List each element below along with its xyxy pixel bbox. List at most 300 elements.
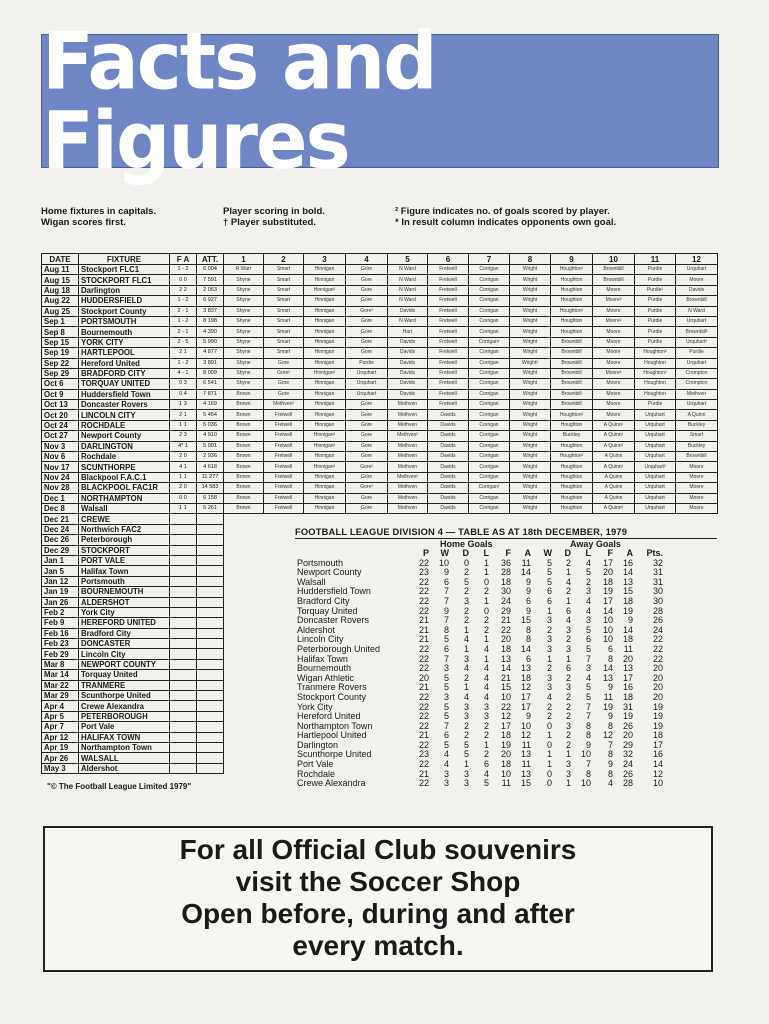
league-stat: 26 <box>622 768 633 779</box>
player-cell: Wright <box>510 316 551 326</box>
player-cell: Davids <box>428 441 469 451</box>
note-line: ² Figure indicates no. of goals scored by player. <box>395 206 610 217</box>
league-stat: 3 <box>483 711 489 722</box>
league-stat: 8 <box>607 768 613 779</box>
player-cell <box>224 680 264 690</box>
league-stat: 3 <box>546 615 552 626</box>
fixture-score: 2 0 <box>170 452 197 462</box>
league-stat: 10 <box>602 624 613 635</box>
player-cell: Methven <box>388 400 428 410</box>
fixture-date: Sep 29 <box>42 368 79 378</box>
fixture-attendance <box>197 649 224 659</box>
player-cell: Gore <box>346 472 388 482</box>
table-row <box>42 452 718 462</box>
column-header: ATT. <box>197 254 224 265</box>
player-cell: Wright <box>510 265 551 275</box>
league-stat: 6 <box>525 653 531 664</box>
player-cell: Brown <box>224 452 264 462</box>
player-cell: Moore <box>676 493 718 503</box>
team-name: Stockport County <box>297 691 367 702</box>
player-cell: Corrigan² <box>469 337 510 347</box>
player-cell: Shyne <box>224 275 264 285</box>
player-cell <box>224 555 264 565</box>
player-cell: Urquhart <box>635 483 676 493</box>
player-cell: Houghton <box>551 462 593 472</box>
league-stat: 31 <box>622 701 633 712</box>
fixture-opponent: BOURNEMOUTH <box>79 587 170 597</box>
league-stat: 22 <box>418 605 429 616</box>
league-stat: 22 <box>418 663 429 674</box>
player-cell: Fretwell <box>264 410 304 420</box>
league-stat: 13 <box>500 653 511 664</box>
player-cell: Moore <box>676 472 718 482</box>
league-stat: 5 <box>443 711 449 722</box>
league-stat: 3 <box>443 691 449 702</box>
fixture-opponent: Bournemouth <box>79 327 170 337</box>
note-line: † Player substituted. <box>223 217 316 228</box>
league-stat: 7 <box>585 653 591 664</box>
fixture-opponent: Stockport County <box>79 306 170 316</box>
league-stat: 22 <box>500 624 511 635</box>
fixture-opponent: NORTHAMPTON <box>79 493 170 503</box>
league-stat: 18 <box>622 595 633 606</box>
player-cell: Houghton <box>551 316 593 326</box>
fixture-opponent: STOCKPORT <box>79 545 170 555</box>
league-stat: 16 <box>622 557 633 568</box>
player-cell: Fretwell <box>428 358 469 368</box>
fixture-attendance: 6 541 <box>197 379 224 389</box>
note-line: Player scoring in bold. <box>223 206 325 217</box>
player-cell: Corrigan <box>469 462 510 472</box>
league-stat: 1 <box>483 634 489 645</box>
league-stat: 5 <box>443 634 449 645</box>
player-cell <box>224 722 264 732</box>
fixture-opponent: Northwich FAC2 <box>79 524 170 534</box>
league-stat: 9 <box>525 576 531 587</box>
player-cell: Gore <box>346 316 388 326</box>
league-stat: 22 <box>418 720 429 731</box>
league-stat: 1 <box>546 749 552 760</box>
league-column-header: F <box>607 548 613 558</box>
player-cell: Hinnigan <box>304 265 346 275</box>
fixture-attendance <box>197 680 224 690</box>
league-stat: 2 <box>585 576 591 587</box>
player-cell: Davids <box>428 503 469 513</box>
player-cell: Purdie <box>635 337 676 347</box>
fixture-score: 4* 1 <box>170 441 197 451</box>
fixture-opponent: ALDERSHOT <box>79 597 170 607</box>
league-stat: 1 <box>463 682 469 693</box>
player-cell: Urquhart <box>635 441 676 451</box>
league-stat: 7 <box>443 720 449 731</box>
league-stat: 16 <box>652 749 663 760</box>
player-cell: Fretwell <box>264 493 304 503</box>
soccer-shop-advert <box>43 826 713 972</box>
player-cell: Moore <box>593 358 635 368</box>
player-cell <box>224 628 264 638</box>
player-cell: Urquhart <box>676 358 718 368</box>
fixture-attendance: 8 009 <box>197 368 224 378</box>
home-goals-label: Home Goals <box>440 539 493 549</box>
league-stat: 4 <box>443 749 449 760</box>
fixture-score <box>170 587 197 597</box>
fixture-score: 2 1 <box>170 348 197 358</box>
fixture-score: 2 0 <box>170 483 197 493</box>
player-cell: Hinnigan <box>304 348 346 358</box>
player-cell: Urquhart <box>635 493 676 503</box>
player-cell: Buckley <box>676 420 718 430</box>
fixture-attendance <box>197 659 224 669</box>
page-title: Facts and Figures <box>42 13 436 188</box>
player-cell: Fretwell <box>264 420 304 430</box>
player-cell: Purdie <box>635 316 676 326</box>
player-cell <box>635 514 676 524</box>
player-cell: Wright <box>510 296 551 306</box>
table-row <box>42 389 718 399</box>
fixture-date: Oct 27 <box>42 431 79 441</box>
fixture-opponent: Halifax Town <box>79 566 170 576</box>
fixture-attendance: 5 036 <box>197 420 224 430</box>
league-stat: 6 <box>443 643 449 654</box>
note-line: Wigan scores first. <box>41 217 126 228</box>
league-stat: 20 <box>622 730 633 741</box>
fixture-opponent: York City <box>79 607 170 617</box>
player-cell <box>428 514 469 524</box>
player-cell: Wright <box>510 306 551 316</box>
player-cell: Corrigan <box>469 410 510 420</box>
league-stat: 5 <box>546 576 552 587</box>
team-name: Hereford United <box>297 711 361 722</box>
column-header: DATE <box>42 254 79 265</box>
fixture-attendance <box>197 524 224 534</box>
player-cell: Gore <box>346 400 388 410</box>
league-stat: 15 <box>622 586 633 597</box>
league-stat: 14 <box>520 567 531 578</box>
league-stat: 14 <box>500 663 511 674</box>
league-stat: 31 <box>652 576 663 587</box>
league-stat: 3 <box>565 682 571 693</box>
league-stat: 5 <box>546 557 552 568</box>
fixture-score: 0 0 <box>170 275 197 285</box>
fixture-score <box>170 670 197 680</box>
league-stat: 4 <box>483 682 489 693</box>
player-cell: Corrigan <box>469 327 510 337</box>
fixture-date: Feb 2 <box>42 607 79 617</box>
player-cell: Davids <box>676 285 718 295</box>
league-column-header: F <box>505 548 511 558</box>
league-stat: 3 <box>565 720 571 731</box>
fixture-date: Aug 15 <box>42 275 79 285</box>
player-cell: Davids <box>428 472 469 482</box>
player-cell <box>224 607 264 617</box>
league-stat: 20 <box>500 749 511 760</box>
player-cell: Wright <box>510 400 551 410</box>
player-cell: Hinnigan <box>304 337 346 347</box>
player-cell: Gore² <box>346 462 388 472</box>
player-cell: Smart <box>264 265 304 275</box>
fixture-attendance: 14 583 <box>197 483 224 493</box>
team-name: Rochdale <box>297 768 336 779</box>
league-stat: 22 <box>652 653 663 664</box>
player-cell: Smart <box>264 306 304 316</box>
player-cell: Hinnigan <box>304 420 346 430</box>
player-cell: Davids <box>388 389 428 399</box>
fixture-score <box>170 691 197 701</box>
team-name: Tranmere Rovers <box>297 682 367 693</box>
league-stat: 2 <box>546 663 552 674</box>
fixture-opponent: HARTLEPOOL <box>79 348 170 358</box>
fixture-attendance <box>197 711 224 721</box>
player-cell: Hinnigan <box>304 452 346 462</box>
player-cell: Brown <box>224 462 264 472</box>
league-stat: 9 <box>443 567 449 578</box>
player-cell: Wright <box>510 275 551 285</box>
league-stat: 2 <box>463 586 469 597</box>
notes-middle <box>223 206 325 228</box>
league-stat: 29 <box>622 739 633 750</box>
column-header: FIXTURE <box>79 254 170 265</box>
league-stat: 10 <box>602 634 613 645</box>
player-cell: Hinnigan <box>304 483 346 493</box>
league-stat: 17 <box>622 672 633 683</box>
league-stat: 2 <box>546 624 552 635</box>
player-cell: Houghton <box>551 441 593 451</box>
fixture-score <box>170 649 197 659</box>
player-cell: Hinnigan <box>304 296 346 306</box>
player-cell: A Quinn² <box>593 420 635 430</box>
fixture-score: 1 1 <box>170 420 197 430</box>
player-cell: Urquhart <box>635 420 676 430</box>
player-cell: Wright <box>510 483 551 493</box>
player-cell: Shyne <box>224 296 264 306</box>
table-row <box>42 441 718 451</box>
player-cell: Corrigan <box>469 316 510 326</box>
league-stat: 0 <box>483 605 489 616</box>
fixture-date: Jan 12 <box>42 576 79 586</box>
fixture-attendance: 7 591 <box>197 275 224 285</box>
player-cell: A Quinn² <box>593 431 635 441</box>
fixture-attendance <box>197 691 224 701</box>
column-header: F A <box>170 254 197 265</box>
player-cell: A Quinn² <box>593 503 635 513</box>
player-cell: N Ward <box>676 306 718 316</box>
fixture-opponent: Bradford City <box>79 628 170 638</box>
player-cell: Houghton² <box>551 452 593 462</box>
notes-right <box>395 206 616 228</box>
league-stat: 21 <box>418 682 429 693</box>
league-stat: 6 <box>525 595 531 606</box>
league-stat: 8 <box>585 720 591 731</box>
league-stat: 24 <box>622 759 633 770</box>
player-cell: Brownbill <box>551 358 593 368</box>
league-stat: 1 <box>463 643 469 654</box>
player-cell: Smart <box>264 275 304 285</box>
league-stat: 9 <box>627 615 633 626</box>
league-stat: 28 <box>500 567 511 578</box>
player-cell: Shyne <box>224 316 264 326</box>
fixture-opponent: ROCHDALE <box>79 420 170 430</box>
player-cell: Houghton <box>551 493 593 503</box>
league-stat: 18 <box>652 730 663 741</box>
fixture-date: Sep 1 <box>42 316 79 326</box>
player-cell: Fretwell <box>264 483 304 493</box>
player-cell: Moore <box>676 462 718 472</box>
player-cell: Gore <box>346 296 388 306</box>
table-header-row <box>42 254 718 265</box>
fixture-score <box>170 545 197 555</box>
fixture-date: Mar 22 <box>42 680 79 690</box>
league-stat: 2 <box>463 730 469 741</box>
player-cell: Brown <box>224 493 264 503</box>
fixture-date: Jan 19 <box>42 587 79 597</box>
fixture-attendance: 6 927 <box>197 296 224 306</box>
player-cell: Crompton <box>676 379 718 389</box>
league-stat: 1 <box>565 653 571 664</box>
league-stat: 22 <box>418 576 429 587</box>
player-cell <box>593 514 635 524</box>
league-stat: 23 <box>418 567 429 578</box>
player-cell: Purdie² <box>635 285 676 295</box>
player-cell <box>224 524 264 534</box>
player-cell: Urquhart <box>346 379 388 389</box>
column-header: 2 <box>264 254 304 265</box>
league-stat: 4 <box>463 691 469 702</box>
fixture-attendance <box>197 742 224 752</box>
fixture-opponent: Rochdale <box>79 452 170 462</box>
fixture-score <box>170 607 197 617</box>
league-stat: 20 <box>652 691 663 702</box>
league-stat: 2 <box>483 586 489 597</box>
player-cell: Methven² <box>388 472 428 482</box>
player-cell: Fretwell <box>428 265 469 275</box>
fixture-date: Sep 22 <box>42 358 79 368</box>
notes-left <box>41 206 156 228</box>
player-cell: Wright <box>510 441 551 451</box>
league-stat: 2 <box>565 730 571 741</box>
fixture-score <box>170 597 197 607</box>
league-stat: 22 <box>418 711 429 722</box>
league-stat: 4 <box>463 634 469 645</box>
fixture-score: 1 - 2 <box>170 316 197 326</box>
player-cell: Urquhart <box>676 265 718 275</box>
league-stat: 10 <box>438 557 449 568</box>
fixture-opponent: DONCASTER <box>79 639 170 649</box>
league-stat: 7 <box>443 586 449 597</box>
league-stat: 11 <box>521 759 531 770</box>
fixture-opponent: WALSALL <box>79 753 170 763</box>
fixture-date: Mar 8 <box>42 659 79 669</box>
player-cell: Moore <box>593 327 635 337</box>
player-cell: Houghton <box>551 420 593 430</box>
player-cell: Houghton² <box>551 410 593 420</box>
column-header: 8 <box>510 254 551 265</box>
player-cell: Brownbill <box>551 400 593 410</box>
league-stat: 3 <box>463 711 469 722</box>
fixture-attendance: 2 063 <box>197 285 224 295</box>
fixture-score: 2 3 <box>170 431 197 441</box>
league-stat: 2 <box>565 634 571 645</box>
league-column-header: A <box>626 548 633 558</box>
player-cell: Hinnigan² <box>304 431 346 441</box>
league-stat: 13 <box>520 663 531 674</box>
league-stat: 1 <box>565 749 571 760</box>
copyright-note: "© The Football League Limited 1979" <box>47 782 192 791</box>
player-cell: Brown <box>224 400 264 410</box>
fixture-date: Feb 29 <box>42 649 79 659</box>
fixture-date: Apr 12 <box>42 732 79 742</box>
player-cell <box>224 514 264 524</box>
league-stat: 6 <box>483 759 489 770</box>
league-stat: 1 <box>546 605 552 616</box>
table-row <box>42 503 718 513</box>
player-cell: Fretwell <box>428 368 469 378</box>
league-stat: 8 <box>525 624 531 635</box>
league-stat: 30 <box>652 586 663 597</box>
player-cell: Brownbill <box>551 337 593 347</box>
fixture-attendance <box>197 535 224 545</box>
table-row <box>42 327 718 337</box>
league-stat: 3 <box>463 701 469 712</box>
fixture-attendance: 4 618 <box>197 462 224 472</box>
player-cell: Hinnigan <box>304 410 346 420</box>
league-stat: 22 <box>652 634 663 645</box>
league-stat: 24 <box>652 624 663 635</box>
player-cell: Wright <box>510 472 551 482</box>
league-stat: 17 <box>520 691 531 702</box>
league-stat: 3 <box>565 624 571 635</box>
league-stat: 2 <box>565 586 571 597</box>
player-cell: Davids <box>428 462 469 472</box>
player-cell: Urquhart <box>346 389 388 399</box>
player-cell: N Ward <box>388 275 428 285</box>
table-row <box>42 358 718 368</box>
fixture-score <box>170 514 197 524</box>
player-cell: Corrigan <box>469 503 510 513</box>
fixture-attendance: 5 261 <box>197 503 224 513</box>
league-stat: 20 <box>652 672 663 683</box>
player-cell: Corrigan <box>469 275 510 285</box>
league-stat: 1 <box>565 567 571 578</box>
player-cell: Urquhart² <box>635 462 676 472</box>
league-stat: 16 <box>622 682 633 693</box>
fixture-score <box>170 566 197 576</box>
fixture-date: Jan 5 <box>42 566 79 576</box>
league-stat: 3 <box>565 768 571 779</box>
league-stat: 6 <box>607 643 613 654</box>
fixture-date: Apr 26 <box>42 753 79 763</box>
player-cell: Fretwell <box>264 503 304 513</box>
player-cell: Corrigan <box>469 379 510 389</box>
league-stat: 3 <box>463 653 469 664</box>
player-cell: Wright <box>510 389 551 399</box>
table-row <box>42 483 718 493</box>
team-name: Port Vale <box>297 759 334 770</box>
player-cell: Fretwell <box>428 327 469 337</box>
fixture-attendance <box>197 753 224 763</box>
player-cell: Corrigan <box>469 389 510 399</box>
league-stat: 19 <box>500 739 511 750</box>
player-cell: Hart <box>388 327 428 337</box>
player-cell: Davids <box>428 410 469 420</box>
league-stat: 3 <box>585 586 591 597</box>
league-stat: 0 <box>483 576 489 587</box>
player-cell: Moore <box>593 306 635 316</box>
player-cell: Corrigan <box>469 420 510 430</box>
player-cell: Fretwell <box>428 389 469 399</box>
fixture-date: Nov 6 <box>42 452 79 462</box>
player-cell: Fretwell <box>428 306 469 316</box>
fixture-score <box>170 576 197 586</box>
